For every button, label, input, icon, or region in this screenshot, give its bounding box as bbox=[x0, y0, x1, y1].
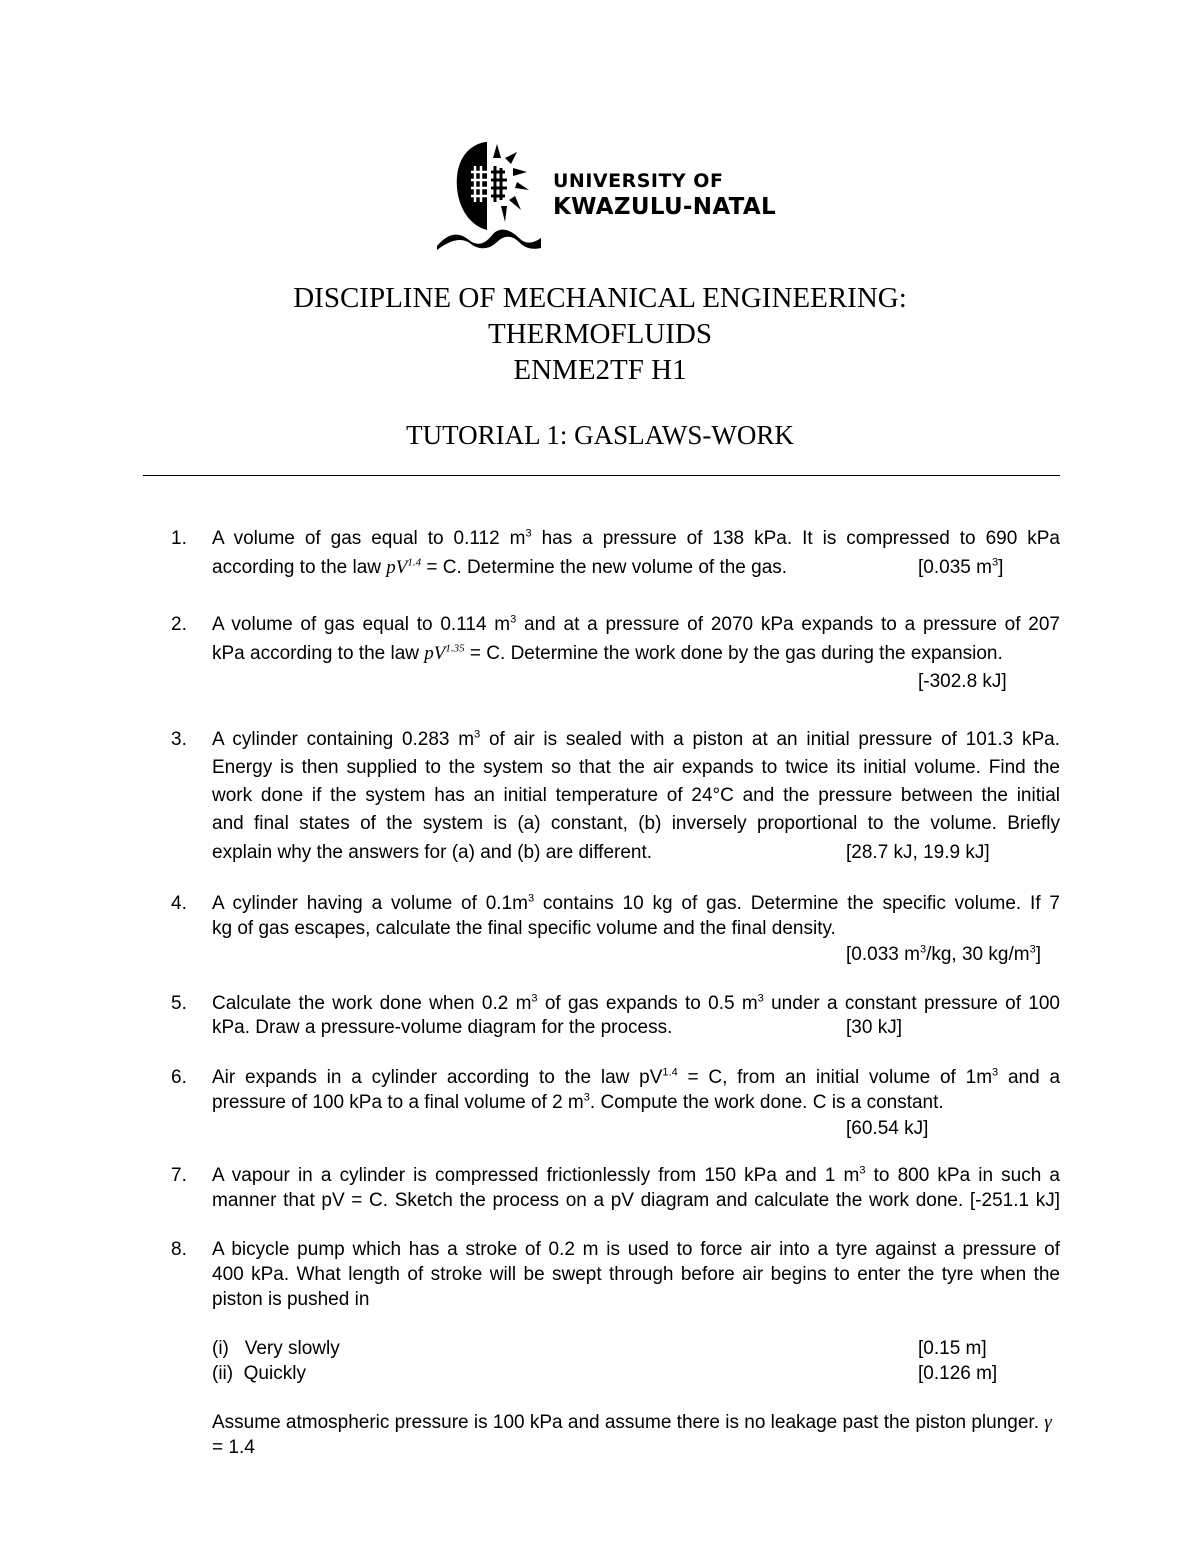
question-text: 400 kPa. What length of stroke will be swept through before air begins to enter the tyre when the bbox=[212, 1264, 1060, 1285]
question-text: A vapour in a cylinder is compressed frictionlessly from 150 kPa and 1 $m^3$ to 800 kPa in such a bbox=[212, 1164, 1060, 1186]
sub-question-ii: (ii) Quickly bbox=[212, 1363, 306, 1384]
divider bbox=[143, 475, 1060, 476]
question-text: A volume of gas equal to 0.114 $m^3$ and at a pressure of 2070 kPa expands to a pressure of 207 bbox=[212, 613, 1060, 635]
question-text: kPa. Draw a pressure-volume diagram for the process. bbox=[212, 1017, 673, 1038]
question-number: 3. bbox=[171, 729, 187, 750]
question-text: Air expands in a cylinder according to the law $pV^{1.4} = C$, from an initial volume of $1m^3$ and a bbox=[212, 1066, 1061, 1088]
ukzn-emblem-icon bbox=[435, 138, 545, 250]
question-text: manner that pV = C. Sketch the process on a pV diagram and calculate the work done. [-251.1 kJ] bbox=[212, 1190, 1060, 1211]
question-text: pressure of 100 kPa to a final volume of 2 $m^3$. Compute the work done. C is a constant. bbox=[212, 1091, 944, 1113]
question-text: Calculate the work done when 0.2 $m^3$ of gas expands to 0.5 $m^3$ under a constant pressure of 100 bbox=[212, 992, 1060, 1014]
answer: [30 kJ] bbox=[846, 1017, 902, 1038]
question-text: work done if the system has an initial temperature of 24°C and the pressure between the initial bbox=[212, 785, 1060, 806]
question-number: 8. bbox=[171, 1239, 187, 1260]
answer: [0.035 $m^3$] bbox=[918, 556, 1004, 578]
subject-title: THERMOFLUIDS bbox=[488, 318, 712, 350]
question-text: explain why the answers for (a) and (b) are different. bbox=[212, 842, 653, 863]
question-text: = 1.4 bbox=[212, 1437, 255, 1458]
question-text: A bicycle pump which has a stroke of 0.2 m is used to force air into a tyre against a pressure of bbox=[212, 1239, 1060, 1260]
answer: [0.126 m] bbox=[918, 1363, 998, 1384]
answer: [28.7 kJ, 19.9 kJ] bbox=[846, 842, 990, 863]
question-text: A cylinder having a volume of $0.1m^3$ contains 10 kg of gas. Determine the specific volume. If 7 bbox=[212, 892, 1060, 914]
question-text: kg of gas escapes, calculate the final specific volume and the final density. bbox=[212, 918, 836, 939]
question-number: 6. bbox=[171, 1067, 187, 1088]
question-number: 4. bbox=[171, 893, 187, 914]
discipline-title: DISCIPLINE OF MECHANICAL ENGINEERING: bbox=[293, 282, 907, 314]
logo-line2: KWAZULU-NATAL bbox=[553, 194, 776, 220]
course-code: ENME2TF H1 bbox=[513, 354, 687, 386]
question-text: A volume of gas equal to 0.112 $m^3$ has a pressure of 138 kPa. It is compressed to 690 kPa bbox=[212, 527, 1060, 549]
question-text: Energy is then supplied to the system so that the air expands to twice its initial volume. Find the bbox=[212, 757, 1060, 778]
question-number: 2. bbox=[171, 614, 187, 635]
tutorial-title: TUTORIAL 1: GASLAWS-WORK bbox=[406, 420, 794, 450]
question-text: and final states of the system is (a) constant, (b) inversely proportional to the volume. Briefly bbox=[212, 813, 1060, 834]
question-text: according to the law $pV^{1.4} = C$. Determine the new volume of the gas. bbox=[212, 556, 788, 578]
question-text: kPa according to the law $pV^{1.35} = C$. Determine the work done by the gas during the expansion. bbox=[212, 642, 1003, 664]
question-number: 5. bbox=[171, 993, 187, 1014]
logo-line1: UNIVERSITY OF bbox=[553, 170, 724, 192]
answer: [60.54 kJ] bbox=[846, 1118, 929, 1139]
question-number: 1. bbox=[171, 528, 187, 549]
answer: [0.033 $m^3/kg$, 30 $kg/m^3$] bbox=[846, 943, 1041, 965]
question-text: A cylinder containing 0.283 $m^3$ of air is sealed with a piston at an initial pressure of 101.3 kPa. bbox=[212, 728, 1060, 750]
answer: [-302.8 kJ] bbox=[918, 671, 1007, 692]
ukzn-logo bbox=[435, 138, 775, 250]
question-text: Assume atmospheric pressure is 100 kPa and assume there is no leakage past the piston plunger. γ bbox=[212, 1412, 1052, 1433]
sub-question-i: (i) Very slowly bbox=[212, 1338, 340, 1359]
question-number: 7. bbox=[171, 1165, 187, 1186]
answer: [0.15 m] bbox=[918, 1338, 987, 1359]
question-text: piston is pushed in bbox=[212, 1289, 370, 1310]
